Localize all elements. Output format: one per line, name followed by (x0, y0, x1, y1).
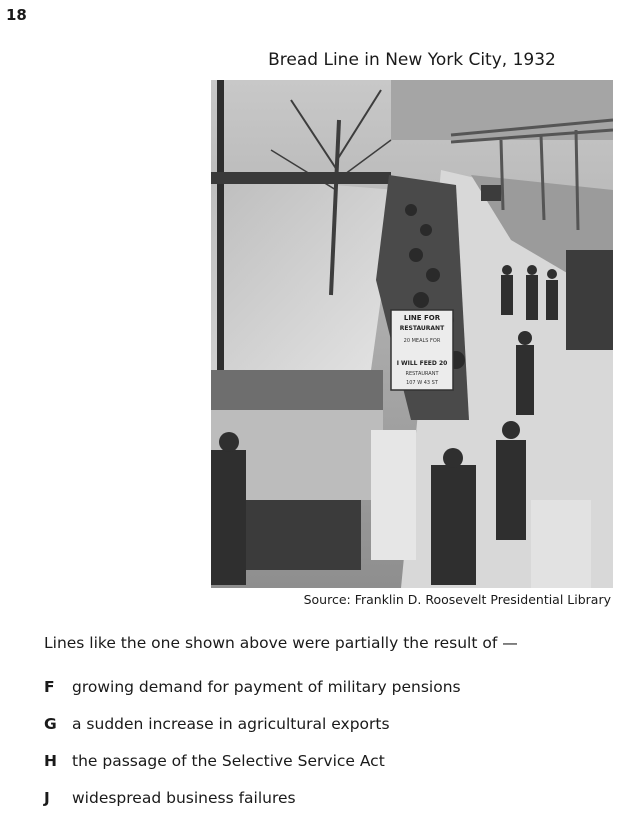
sign-line-2: RESTAURANT (399, 325, 445, 332)
distant-crowd (211, 172, 391, 184)
question-number: 18 (6, 6, 27, 24)
choice-letter: F (44, 678, 55, 696)
choice-text: growing demand for payment of military pensions (72, 678, 461, 696)
bread-line-photo (211, 80, 613, 588)
figure-title-text: Bread Line in New York City, 1932 (268, 50, 556, 70)
choice-f[interactable] (44, 678, 461, 715)
newspaper-stack (371, 430, 416, 560)
choice-letter: H (44, 752, 57, 770)
choice-text: widespread business failures (72, 789, 296, 807)
question-prompt: Lines like the one shown above were partially the result of — (44, 634, 518, 652)
sign-line-5: RESTAURANT (405, 371, 439, 377)
choice-letter: J (44, 789, 50, 807)
sign-line-4: I WILL FEED 20 (396, 360, 448, 367)
newsstand-counter (241, 500, 361, 570)
distant-car (481, 185, 501, 201)
sign-line-6: 107 W 43 ST (406, 380, 438, 386)
sign-line-3: 20 MEALS FOR (403, 338, 441, 344)
lamp-post (217, 80, 224, 370)
choice-j[interactable] (44, 789, 461, 826)
parked-car (566, 250, 613, 350)
answer-choices (44, 678, 461, 826)
choice-text: the passage of the Selective Service Act (72, 752, 385, 770)
pedestrian-light-coat (531, 500, 591, 588)
choice-g[interactable] (44, 715, 461, 752)
sign-line-1: LINE FOR (403, 314, 441, 322)
restaurant-sign (391, 310, 453, 390)
choice-text: a sudden increase in agricultural exports (72, 715, 390, 733)
figure-title (0, 50, 630, 70)
photo-source: Source: Franklin D. Roosevelt Presidential Library (303, 592, 611, 607)
choice-letter: G (44, 715, 57, 733)
park-snow (211, 175, 396, 370)
choice-h[interactable] (44, 752, 461, 789)
newsstand-awning (211, 370, 383, 410)
